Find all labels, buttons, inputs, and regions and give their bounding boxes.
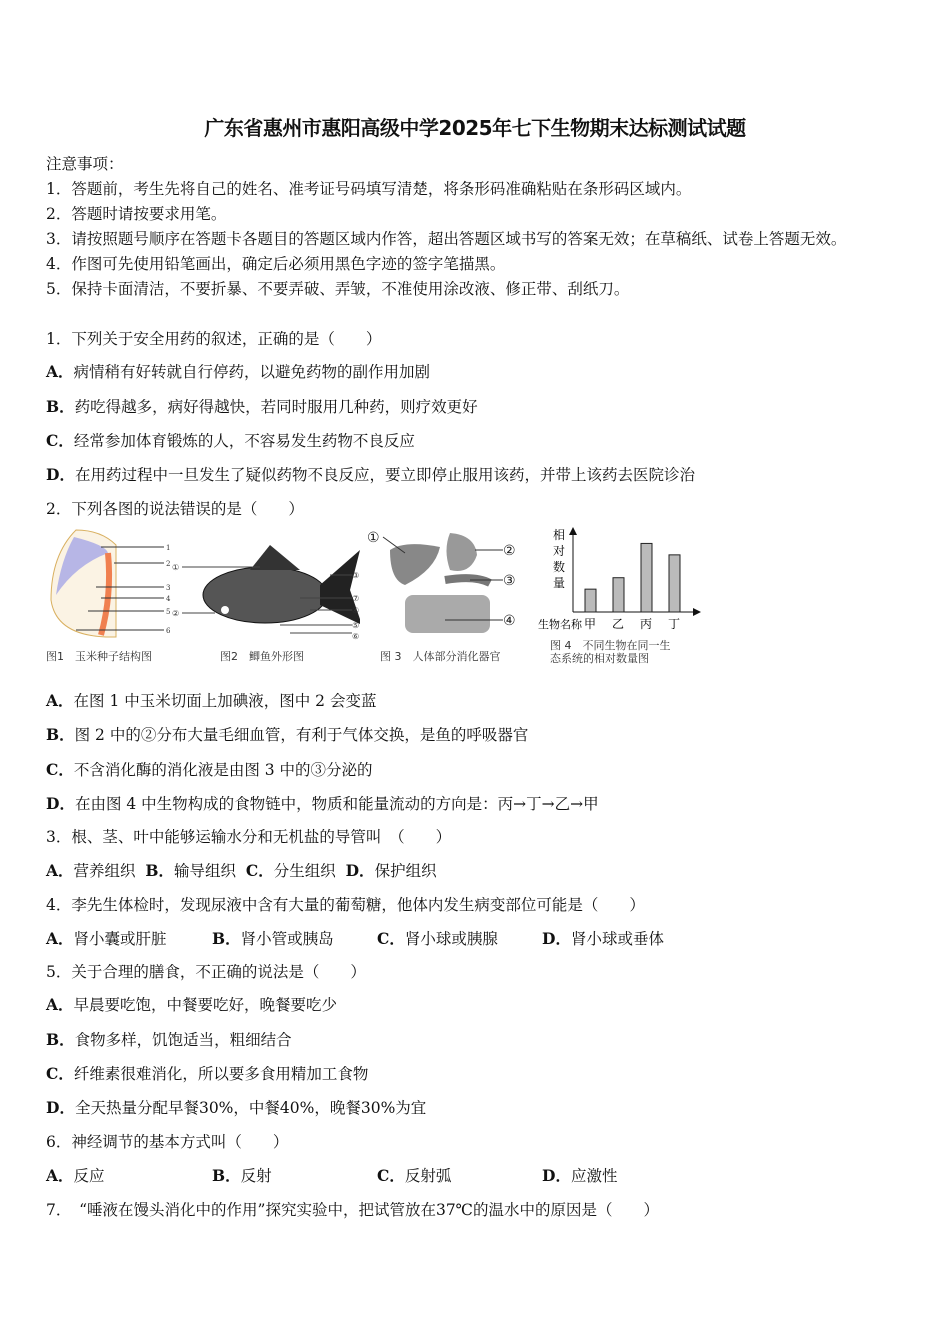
option-key: A． <box>46 362 74 381</box>
option <box>46 1096 426 1118</box>
fig1-label: 4 <box>166 595 171 603</box>
option-text: 病情稍有好转就自行停药，以避免药物的副作用加剧 <box>73 363 431 381</box>
bar-乙 <box>613 578 624 612</box>
y-axis-arrow <box>569 527 577 535</box>
option <box>46 463 695 485</box>
question-stem: 5．关于合理的膳食，不正确的说法是（ ） <box>46 963 366 981</box>
fig1-label: 3 <box>166 584 171 592</box>
option-row <box>46 859 437 881</box>
question-stem: 7． “唾液在馒头消化中的作用”探究实验中，把试管放在37℃的温水中的原因是（ ） <box>46 1201 660 1219</box>
figure-fish <box>170 525 360 665</box>
fig2-label: ④ <box>352 606 360 615</box>
option <box>46 723 528 745</box>
option <box>46 429 415 451</box>
option-key: C． <box>46 760 74 779</box>
option-text: 肾小管或胰岛 <box>240 930 334 948</box>
option-text: 肾小球或胰腺 <box>404 930 498 948</box>
fig3-label: ① <box>367 530 380 546</box>
bar-丙 <box>641 543 652 612</box>
chart-ylabel-char: 相 <box>553 528 566 542</box>
option-key: A． <box>46 995 74 1014</box>
option-key: D． <box>46 794 75 813</box>
option-text: 纤维素很难消化，所以要多食用精加工食物 <box>73 1065 369 1083</box>
fig2-label: ⑦ <box>352 594 360 603</box>
option <box>542 1164 617 1186</box>
option-key: A． <box>46 691 74 710</box>
option-text: 全天热量分配早餐30%，中餐40%，晚餐30%为宜 <box>74 1099 427 1117</box>
option-key: A． <box>46 1166 74 1185</box>
note-item: 4．作图可先使用铅笔画出，确定后必须用黑色字迹的签字笔描黑。 <box>46 255 506 273</box>
option <box>46 993 337 1015</box>
option-key: D． <box>542 1166 571 1185</box>
option <box>377 1164 451 1186</box>
option-text: 反射弧 <box>404 1167 452 1185</box>
option <box>46 1028 292 1050</box>
figure-caption: 图1 玉米种子结构图 <box>46 650 152 663</box>
note-item: 3．请按照题号顺序在答题卡各题目的答题区域内作答，超出答题区域书写的答案无效；在草稿纸、试卷上答题无效。 <box>46 230 847 248</box>
chart-ylabel-char: 对 <box>553 544 566 558</box>
option <box>46 927 167 949</box>
fig2-label: ① <box>172 563 180 572</box>
option-text: 肾小球或垂体 <box>570 930 664 948</box>
bar-chart <box>535 525 710 640</box>
option <box>542 927 664 949</box>
option <box>212 1164 272 1186</box>
fig2-label: ② <box>172 609 180 618</box>
option-text: 不含消化酶的消化液是由图 3 中的③分泌的 <box>73 761 373 779</box>
x-tick-label: 丁 <box>668 617 681 631</box>
option-key: B． <box>46 397 75 416</box>
question-stem: 3．根、茎、叶中能够运输水分和无机盐的导管叫 （ ） <box>46 828 452 846</box>
question-stem: 6．神经调节的基本方式叫（ ） <box>46 1133 289 1151</box>
option-key: A． <box>46 861 74 880</box>
page-title: 广东省惠州市惠阳高级中学2025年七下生物期末达标测试试题 <box>204 116 746 140</box>
option-text: 图 2 中的②分布大量毛细血管，有利于气体交换，是鱼的呼吸器官 <box>74 726 529 744</box>
option-text: 在用药过程中一旦发生了疑似药物不良反应，要立即停止服用该药，并带上该药去医院诊治 <box>74 466 695 484</box>
bar-甲 <box>585 589 596 612</box>
option-key: B． <box>46 1030 75 1049</box>
option-text: 输导组织 <box>174 862 237 880</box>
chart-xlabel: 生物名称 <box>538 618 582 631</box>
option-key: C． <box>377 929 405 948</box>
fig1-label: 5 <box>166 608 171 616</box>
chart-ylabel-char: 量 <box>553 576 566 590</box>
figure-corn-seed <box>46 525 176 665</box>
figure-bar-chart <box>535 525 710 665</box>
note-item: 1．答题前，考生先将自己的姓名、准考证号码填写清楚，将条形码准确粘贴在条形码区域内。 <box>46 180 692 198</box>
option-text: 在由图 4 中生物构成的食物链中，物质和能量流动的方向是：丙→丁→乙→甲 <box>74 795 599 813</box>
figure-caption: 态系统的相对数量图 <box>550 652 649 665</box>
option-key: D． <box>345 861 375 880</box>
figure-caption: 图 4 不同生物在同一生 <box>550 639 671 652</box>
option-text: 反射 <box>240 1167 272 1185</box>
figure-caption: 图2 鲫鱼外形图 <box>220 650 304 663</box>
digestive-organs-image <box>365 525 525 640</box>
chart-ylabel-char: 数 <box>553 560 566 574</box>
fig3-label: ② <box>503 543 516 559</box>
option <box>46 1164 105 1186</box>
option-key: A． <box>46 929 74 948</box>
option <box>46 792 599 814</box>
fish-image <box>170 525 360 640</box>
option-text: 应激性 <box>570 1167 618 1185</box>
option <box>46 395 478 417</box>
option <box>46 758 373 780</box>
fig3-label: ④ <box>503 613 516 629</box>
option-key: D． <box>542 929 571 948</box>
fig3-label: ③ <box>503 573 516 589</box>
notes-header: 注意事项： <box>46 155 124 173</box>
option-text: 经常参加体育锻炼的人，不容易发生药物不良反应 <box>73 432 415 450</box>
x-tick-label: 甲 <box>584 617 597 631</box>
option-key: D． <box>46 465 75 484</box>
figure-caption: 图 3 人体部分消化器官 <box>380 650 501 663</box>
fig1-label: 1 <box>166 544 171 552</box>
option-key: B． <box>212 1166 241 1185</box>
fig2-label: ⑤ <box>352 621 360 630</box>
option-text: 分生组织 <box>273 862 336 880</box>
option-text: 早晨要吃饱，中餐要吃好，晚餐要吃少 <box>73 996 338 1014</box>
corn-seed-image <box>46 525 176 640</box>
option <box>46 360 430 382</box>
option-key: B． <box>212 929 241 948</box>
option-key: B． <box>145 861 175 880</box>
option-text: 肾小囊或肝脏 <box>73 930 167 948</box>
option-key: B． <box>46 725 75 744</box>
fig2-label: ③ <box>352 571 360 580</box>
option-key: C． <box>46 431 74 450</box>
fig1-label: 2 <box>166 560 171 568</box>
question-stem: 2．下列各图的说法错误的是（ ） <box>46 500 304 518</box>
fig1-label: 6 <box>166 627 171 635</box>
option-text: 保护组织 <box>374 862 437 880</box>
question-stem: 1．下列关于安全用药的叙述，正确的是（ ） <box>46 330 382 348</box>
question-stem: 4．李先生体检时，发现尿液中含有大量的葡萄糖，他体内发生病变部位可能是（ ） <box>46 896 645 914</box>
x-tick-label: 乙 <box>612 617 625 631</box>
option <box>377 927 498 949</box>
note-item: 2．答题时请按要求用笔。 <box>46 205 227 223</box>
x-tick-label: 丙 <box>640 617 653 631</box>
option <box>46 1062 368 1084</box>
fig2-label: ⑥ <box>352 632 360 640</box>
option-key: C． <box>245 861 274 880</box>
option-text: 在图 1 中玉米切面上加碘液，图中 2 会变蓝 <box>73 692 377 710</box>
option <box>212 927 334 949</box>
option-key: C． <box>377 1166 405 1185</box>
option-text: 营养组织 <box>73 862 136 880</box>
option-text: 药吃得越多，病好得越快，若同时服用几种药，则疗效更好 <box>74 398 478 416</box>
note-item: 5．保持卡面清洁，不要折暴、不要弄破、弄皱，不准使用涂改液、修正带、刮纸刀。 <box>46 280 630 298</box>
bar-丁 <box>669 555 680 612</box>
option <box>46 689 376 711</box>
x-axis-arrow <box>693 608 701 616</box>
figure-digestive-organs <box>365 525 525 665</box>
option-text: 反应 <box>73 1167 105 1185</box>
option-text: 食物多样，饥饱适当，粗细结合 <box>74 1031 292 1049</box>
option-key: C． <box>46 1064 74 1083</box>
option-key: D． <box>46 1098 75 1117</box>
